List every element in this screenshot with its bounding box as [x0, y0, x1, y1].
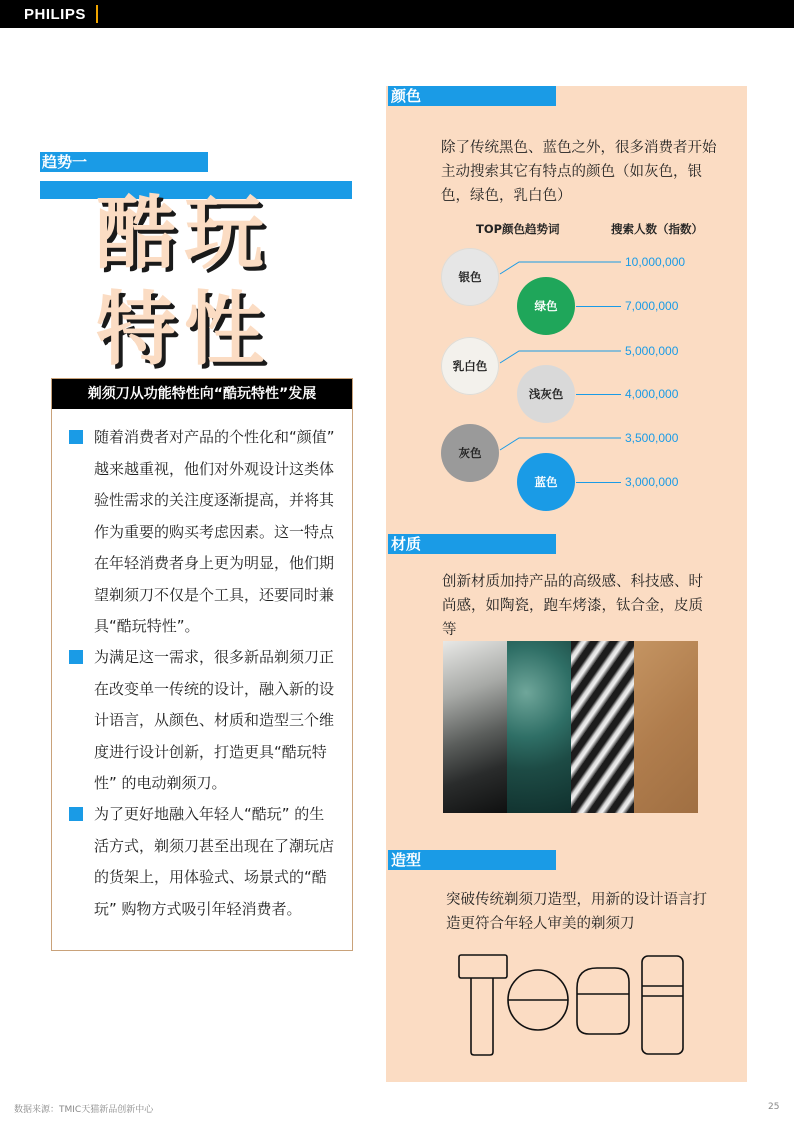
box-title: 剃须刀从功能特性向“酷玩特性”发展 — [52, 379, 352, 409]
trend-title — [96, 186, 356, 378]
brand-divider — [96, 5, 98, 23]
leather-sample — [634, 641, 698, 813]
color-circle: 乳白色 — [441, 337, 499, 395]
connector-line — [576, 306, 621, 307]
trend-label: 趋势一 — [40, 152, 208, 172]
color-circle: 灰色 — [441, 424, 499, 482]
shape-section-text: 突破传统剃须刀造型，用新的设计语言打造更符合年轻人审美的剃须刀 — [446, 892, 707, 932]
material-samples — [443, 641, 698, 813]
color-section-label: 颜色 — [388, 86, 556, 106]
bullet-text: 为满足这一需求，很多新品剃须刀正在改变单一传统的设计，融入新的设计语言，从颜色、材质和造型三个维度进行设计创新，打造更具“酷玩特性” 的电动剃须刀。 — [94, 648, 335, 792]
top-bar — [0, 0, 794, 28]
shape-section-label: 造型 — [388, 850, 556, 870]
page-number: 25 — [768, 1102, 780, 1112]
material-section-text: 创新材质加持产品的高级感、科技感、时尚感，如陶瓷，跑车烤漆，钛合金，皮质等 — [442, 574, 703, 638]
color-circle: 银色 — [441, 248, 499, 306]
round-shaver-icon — [508, 970, 568, 1030]
titanium-sample — [571, 641, 634, 813]
search-value: 4,000,000 — [625, 387, 679, 401]
ceramic-sample — [443, 641, 507, 813]
color-column-header: TOP颜色趋势词 — [476, 222, 560, 236]
bullet-text: 为了更好地融入年轻人“酷玩” 的生活方式，剃须刀甚至出现在了潮玩店的货架上，用体验式、场景式的“酷玩” 购物方式吸引年轻消费者。 — [94, 805, 335, 918]
bullet-square-icon — [69, 430, 83, 444]
trend-description-box — [51, 378, 353, 951]
bullet-square-icon — [69, 807, 83, 821]
brand-logo: PHILIPS — [24, 6, 86, 23]
search-value: 10,000,000 — [625, 255, 686, 269]
search-value: 3,000,000 — [625, 475, 679, 489]
connector-line — [499, 261, 624, 281]
material-section-label: 材质 — [388, 534, 556, 554]
connector-line — [576, 482, 621, 483]
search-value: 5,000,000 — [625, 344, 679, 358]
tall-rounded-shaver-icon — [642, 956, 683, 1054]
color-circle: 浅灰色 — [517, 365, 575, 423]
search-value: 7,000,000 — [625, 299, 679, 313]
bullet-item — [69, 799, 335, 925]
bullet-item — [69, 642, 335, 800]
color-circle: 绿色 — [517, 277, 575, 335]
bullet-item — [69, 422, 335, 643]
rounded-square-shaver-icon — [577, 968, 629, 1034]
trend-title-line2: 特性 — [96, 283, 272, 376]
trend-title-line1: 酷玩 — [96, 187, 272, 280]
search-column-header: 搜索人数（指数） — [611, 222, 703, 236]
connector-line — [499, 437, 624, 457]
color-section-text: 除了传统黑色、蓝色之外，很多消费者开始主动搜索其它有特点的颜色（如灰色，银色，绿色，乳白色） — [441, 140, 717, 204]
paint-sample — [507, 641, 571, 813]
bullet-square-icon — [69, 650, 83, 664]
connector-line — [499, 350, 624, 370]
connector-line — [576, 394, 621, 395]
search-value: 3,500,000 — [625, 431, 679, 445]
shaver-shapes-illustration — [455, 952, 687, 1060]
color-circle: 蓝色 — [517, 453, 575, 511]
footer-source: 数据来源：TMIC天猫新品创新中心 — [14, 1105, 154, 1115]
t-shape-shaver-icon — [459, 955, 507, 1055]
bullet-text: 随着消费者对产品的个性化和“颜值” 越来越重视，他们对外观设计这类体验性需求的关注度逐渐提高，并将其作为重要的购买考虑因素。这一特点在年轻消费者身上更为明显，他们期望剃须刀不仅是个工具，还要同时兼具“酷玩特性”。 — [94, 428, 335, 635]
